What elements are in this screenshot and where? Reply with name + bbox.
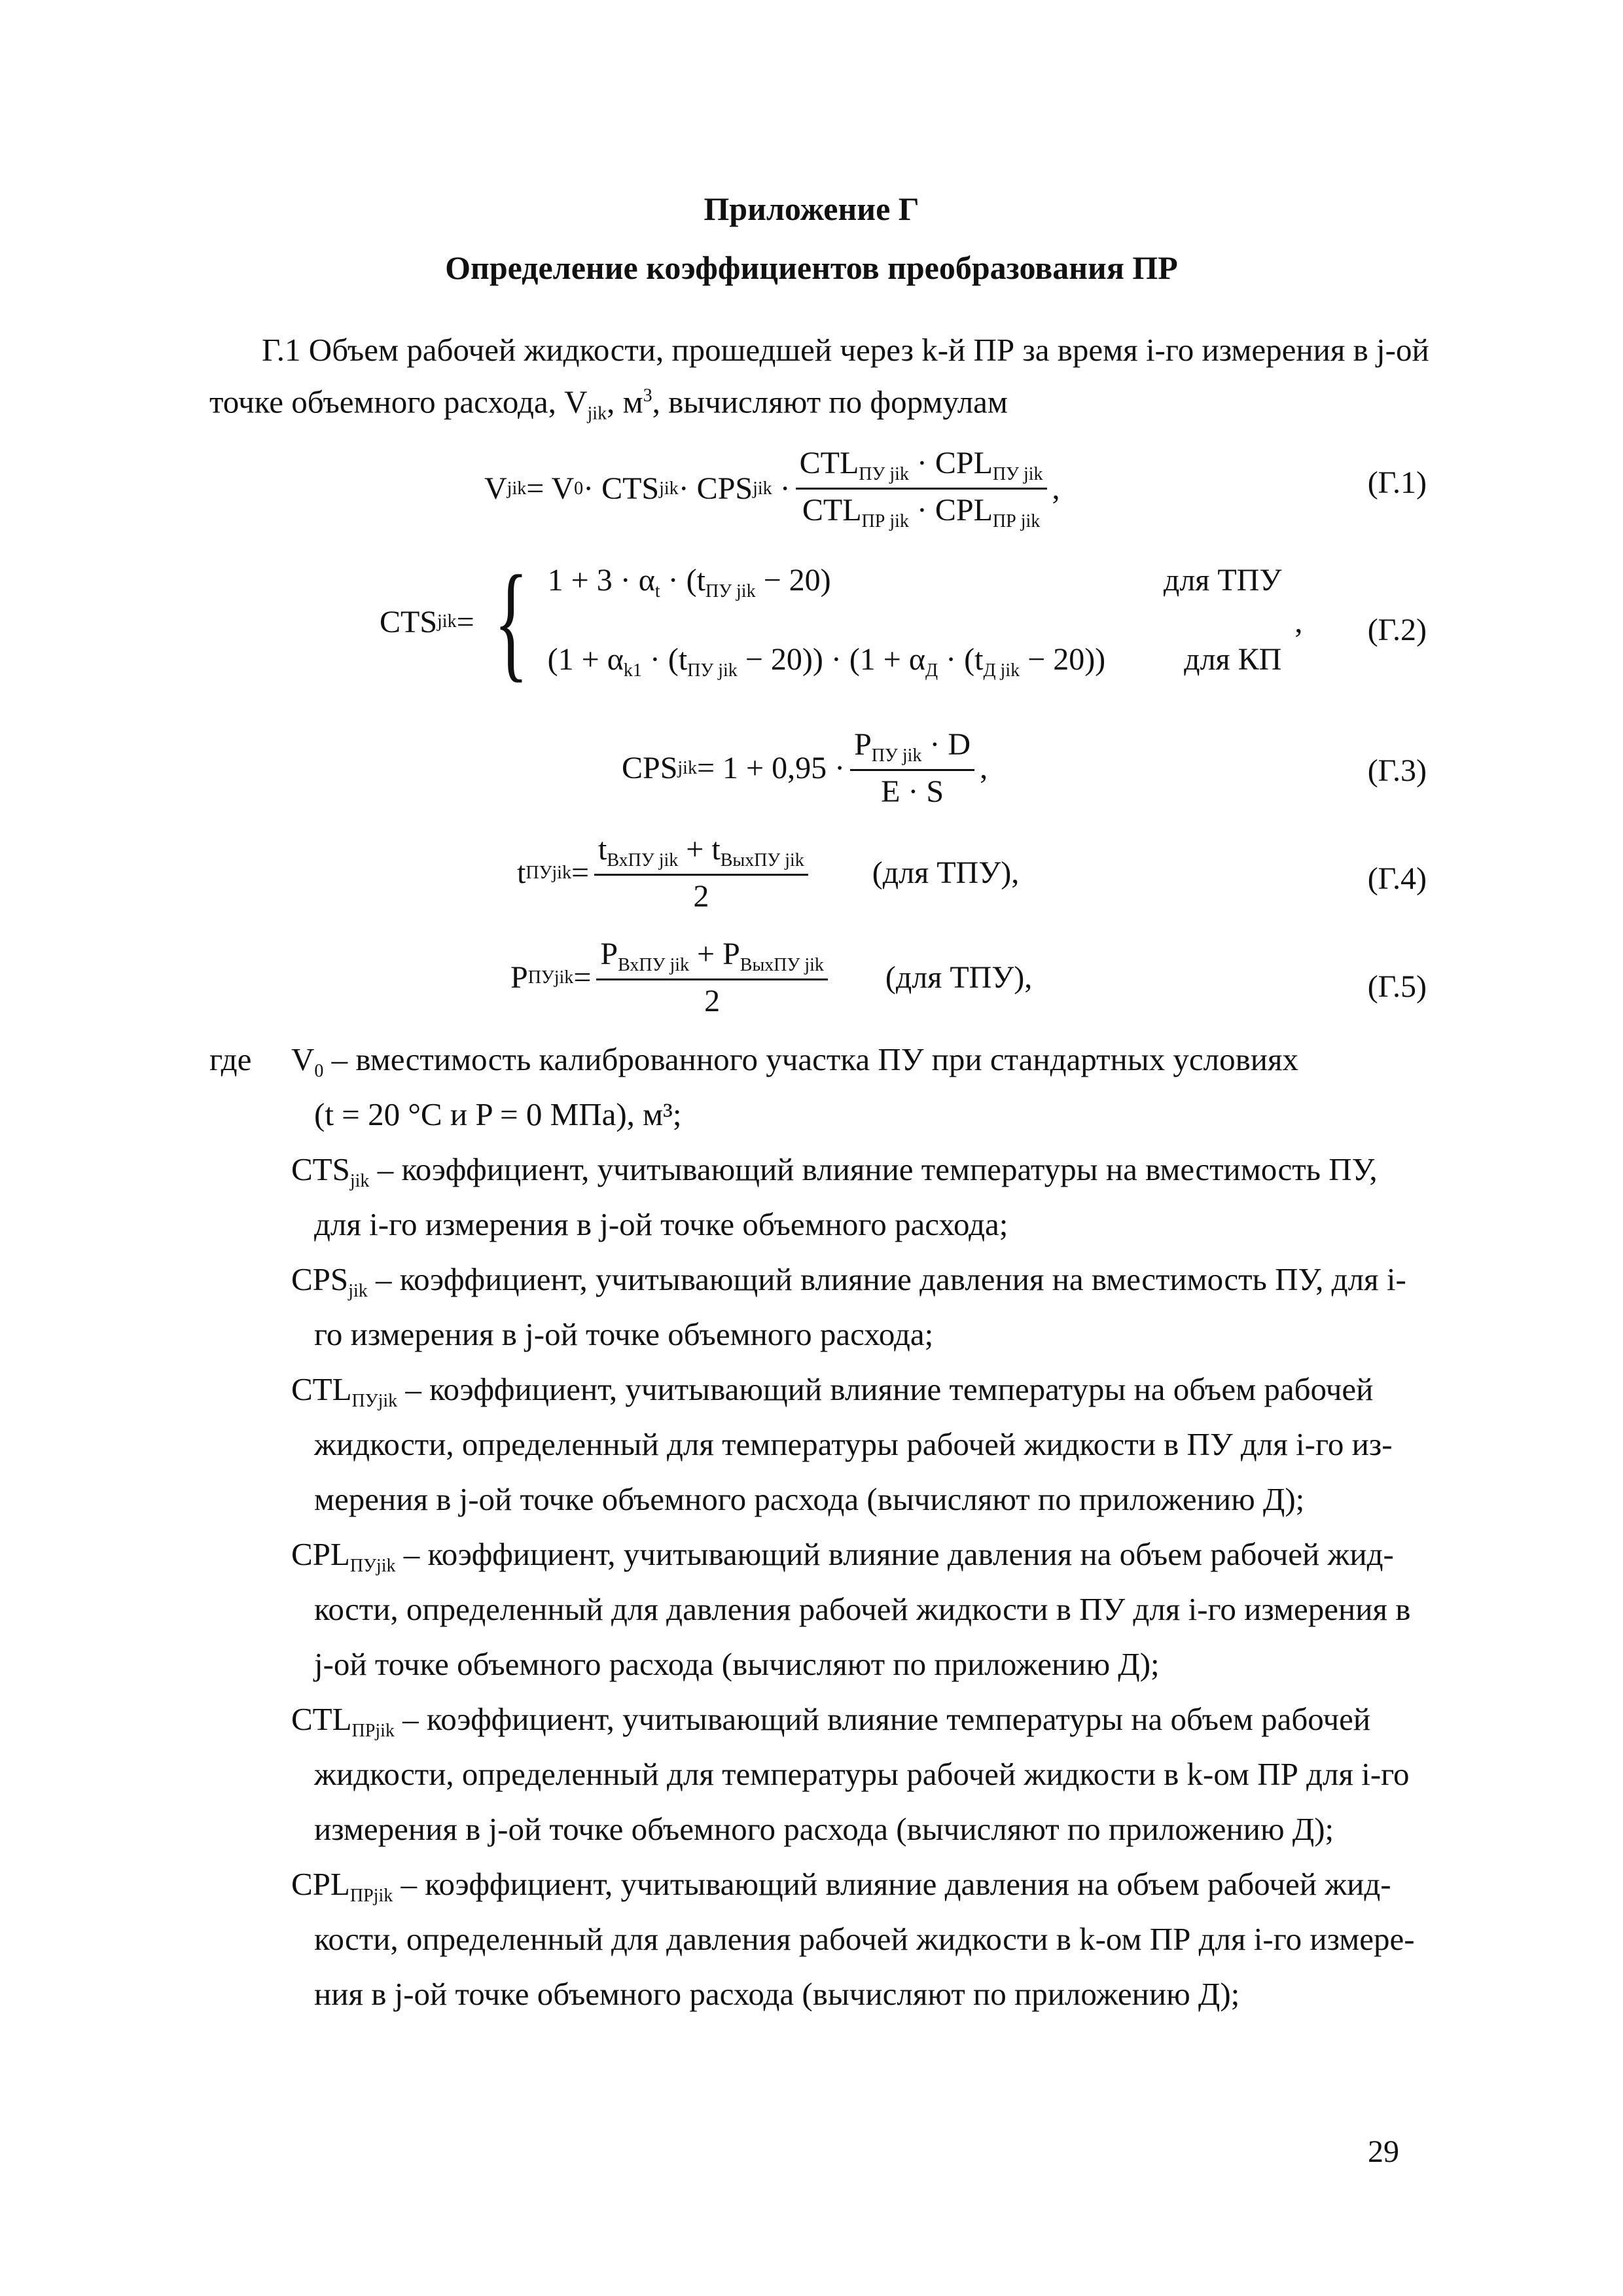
- formula-g2-case-tpu: $1 + 3 \cdot \alpha_t \cdot (t_{ПУ jik} - 20)$ для ТПУ: [547, 563, 1282, 601]
- formula-g4: t ПУjik = $\frac{t_{ВхПУ jik} + t_{ВыхПУ jik}}{2}$ (для ТПУ),: [517, 832, 1020, 914]
- formula-g3-fraction: $\frac{P_{ПУ jik} \cdot D}{E \cdot S}$: [850, 726, 974, 810]
- formula-g2-cases: [548, 562, 1282, 681]
- page-number: 29: [1368, 2134, 1399, 2169]
- intro-paragraph: [209, 327, 1427, 437]
- intro-line-2: точке объемного расхода, $V_{jik}$, $м^3$, вычисляют по формулам: [209, 384, 1008, 424]
- formula-g1-number: (Г.1): [1367, 465, 1427, 500]
- formula-g3: CPS jik = 1 + 0,95 · $\frac{P_{ПУ jik} \cdot D}{E \cdot S}$ ,: [622, 727, 988, 809]
- formula-g2: CTS jik = { $1 + 3 \cdot \alpha_t \cdot (t_{ПУ jik} - 20)$ для ТПУ $(1 + \alpha_{k1} \cdot (t_{ПУ jik} - 20)) \cdot (1 + \alpha_Д \cdot (t_{Д jik} - 20))$ для КП ,: [380, 549, 1303, 694]
- formula-g3-number: (Г.3): [1367, 753, 1427, 788]
- formula-g1: V jik = V 0 · CTS jik · CPS jik · $\frac{CTL_{ПУ jik} \cdot CPL_{ПУ jik}}{CTL_{ПР jik} \cdot CPL_{ПР jik}}$ ,: [484, 446, 1060, 531]
- formula-g5-fraction: $\frac{P_{ВхПУ jik} + P_{ВыхПУ jik}}{2}$: [596, 936, 827, 1019]
- where-label: где: [209, 1041, 252, 1077]
- formula-g5: P ПУjik = $\frac{P_{ВхПУ jik} + P_{ВыхПУ jik}}{2}$ (для ТПУ),: [510, 937, 1033, 1018]
- left-brace: {: [493, 549, 529, 694]
- formula-g1-fraction: $\frac{CTL_{ПУ jik} \cdot CPL_{ПУ jik}}{CTL_{ПР jik} \cdot CPL_{ПР jik}}$: [796, 445, 1047, 532]
- appendix-title: Определение коэффициентов преобразования ПР: [445, 249, 1178, 286]
- intro-line-1: Г.1 Объем рабочей жидкости, прошедшей через k-й ПР за время i-го измерения в j-ой: [262, 332, 1429, 368]
- formula-g5-number: (Г.5): [1367, 969, 1427, 1004]
- formula-g2-case-kp: $(1 + \alpha_{k1} \cdot (t_{ПУ jik} - 20)) \cdot (1 + \alpha_Д \cdot (t_{Д jik} - 20))$ для КП: [547, 642, 1282, 681]
- formula-g2-number: (Г.2): [1367, 613, 1427, 647]
- appendix-heading: Приложение Г: [704, 190, 919, 227]
- formula-g4-number: (Г.4): [1367, 861, 1427, 896]
- formula-g4-fraction: $\frac{t_{ВхПУ jik} + t_{ВыхПУ jik}}{2}$: [594, 831, 808, 914]
